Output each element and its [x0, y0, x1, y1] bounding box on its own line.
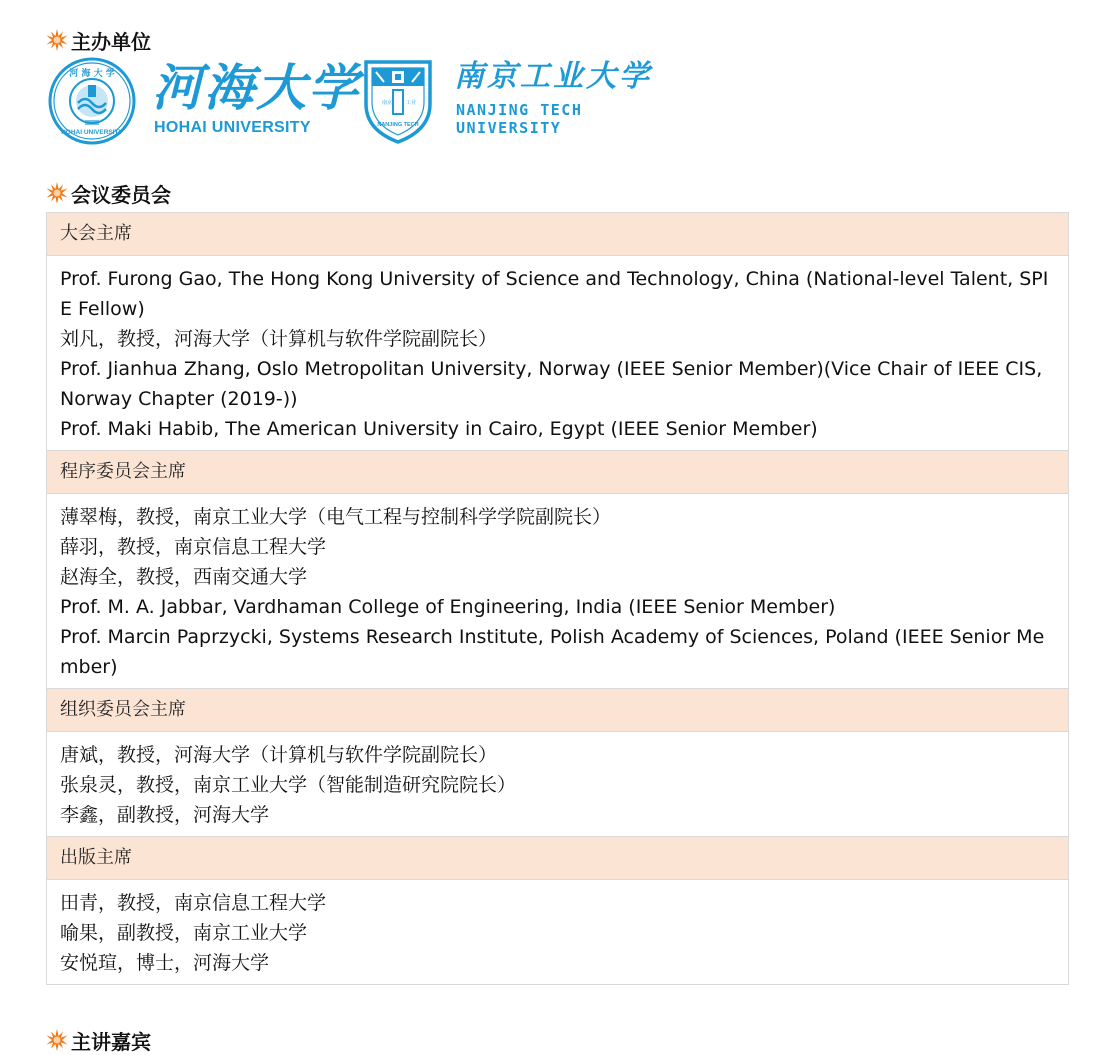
speakers-heading-text: 主讲嘉宾: [71, 1029, 151, 1054]
committee-section-general-chairs: [47, 213, 1068, 451]
committee-section-program-chairs: [47, 451, 1068, 689]
member-entry: 李鑫，副教授，河海大学: [60, 804, 270, 826]
njtech-wordmark: [454, 57, 652, 137]
member-entry: 安悦瑄，博士，河海大学: [60, 952, 270, 974]
organizer-logos: [48, 55, 652, 147]
hohai-chinese-name: 河海大学: [152, 58, 360, 117]
committee-heading: [46, 180, 171, 206]
section-members: [47, 880, 1068, 984]
member-entry: Prof. Marcin Paprzycki, Systems Research Institute, Polish Academy of Sciences, Poland (IEEE Senior Member): [60, 626, 1045, 678]
njtech-chinese-name: 南京工业大学: [454, 59, 652, 94]
section-title: 出版主席: [47, 837, 1068, 880]
committee-section-publication-chairs: [47, 837, 1068, 984]
svg-text:河 海 大 学: 河 海 大 学: [69, 69, 115, 79]
svg-text:南京: 南京: [382, 100, 393, 106]
member-entry: 唐斌，教授，河海大学（计算机与软件学院副院长）: [60, 744, 498, 766]
committee-section-organizing-chairs: [47, 689, 1068, 837]
member-entry: Prof. Furong Gao, The Hong Kong University of Science and Technology, China (National-level Talent, SPIE Fellow): [60, 268, 1049, 320]
committee-table: [46, 212, 1069, 985]
member-entry: 薄翠梅，教授，南京工业大学（电气工程与控制科学学院副院长）: [60, 506, 612, 528]
member-entry: 张泉灵，教授，南京工业大学（智能制造研究院院长）: [60, 774, 517, 796]
section-members: [47, 732, 1068, 837]
member-entry: Prof. Maki Habib, The American University in Cairo, Egypt (IEEE Senior Member): [60, 418, 818, 440]
hohai-english-name: HOHAI UNIVERSITY: [154, 119, 311, 136]
njtech-english-name-line2: UNIVERSITY: [456, 119, 562, 137]
hohai-wordmark: [152, 58, 360, 141]
hohai-seal-logo: [48, 57, 136, 145]
section-title: 大会主席: [47, 213, 1068, 256]
orange-burst-icon: [46, 182, 68, 204]
member-entry: Prof. M. A. Jabbar, Vardhaman College of Engineering, India (IEEE Senior Member): [60, 596, 836, 618]
speakers-heading: [46, 1027, 151, 1053]
member-entry: 田青，教授，南京信息工程大学: [60, 892, 327, 914]
member-entry: Prof. Jianhua Zhang, Oslo Metropolitan University, Norway (IEEE Senior Member)(Vice Chair of IEEE CIS, Norway Chapter (2019-)): [60, 358, 1043, 410]
svg-text:工业: 工业: [406, 100, 417, 106]
njtech-shield-logo: [362, 58, 434, 144]
committee-heading-text: 会议委员会: [71, 182, 171, 207]
orange-burst-icon: [46, 29, 68, 51]
section-members: [47, 256, 1068, 451]
member-entry: 赵海全，教授，西南交通大学: [60, 566, 308, 588]
svg-text:NANJING TECH: NANJING TECH: [377, 122, 419, 128]
organizers-heading: [46, 27, 151, 53]
member-entry: 刘凡，教授，河海大学（计算机与软件学院副院长）: [60, 328, 498, 350]
svg-text:HOHAI UNIVERSITY: HOHAI UNIVERSITY: [61, 129, 123, 136]
orange-burst-icon: [46, 1029, 68, 1051]
section-title: 组织委员会主席: [47, 689, 1068, 732]
njtech-english-name-line1: NANJING TECH: [456, 101, 583, 119]
section-members: [47, 494, 1068, 689]
organizers-heading-text: 主办单位: [71, 29, 151, 54]
member-entry: 喻果，副教授，南京工业大学: [60, 922, 308, 944]
section-title: 程序委员会主席: [47, 451, 1068, 494]
member-entry: 薛羽，教授，南京信息工程大学: [60, 536, 327, 558]
